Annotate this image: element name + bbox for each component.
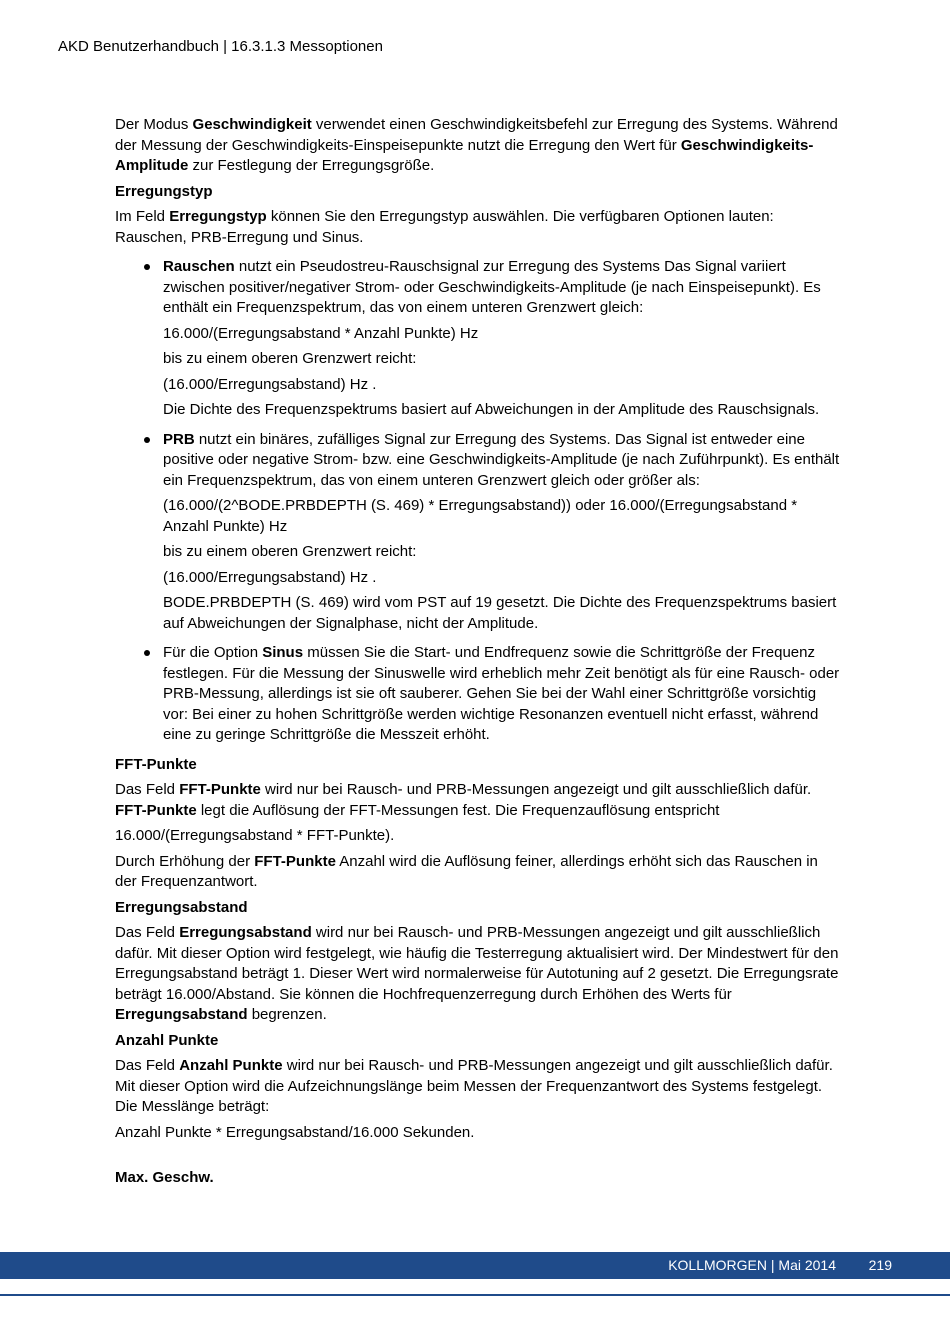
page-number: 219 [868, 1257, 892, 1273]
formula-rauschen-lower: 16.000/(Erregungsabstand * Anzahl Punkte) Hz [163, 324, 479, 342]
spacer [115, 1148, 840, 1168]
heading-fft-punkte: FFT-Punkte [115, 755, 197, 773]
fft-paragraph-2: Durch Erhöhung der FFT-Punkte Anzahl wird die Auflösung feiner, allerdings erhöht sich das Rauschen in der Frequenzantwort. [115, 852, 818, 890]
fft-formula: 16.000/(Erregungsabstand * FFT-Punkte). [115, 827, 395, 844]
formula-rauschen-upper: (16.000/Erregungsabstand) Hz . [163, 375, 377, 393]
heading-erregungstyp: Erregungstyp [115, 182, 213, 200]
list-item-prb: PRB nutzt ein binäres, zufälliges Signal zur Erregung des Systems. Das Signal ist entweder eine positive oder negative Strom- bzw. eine Geschwindigkeits-Amplitude (je nach Zuführpunkt). Es enthält ein Frequenzspektrum, das von einem unteren Grenzwert gleich oder größer als: (16.000/(2^BODE.PRBDEPTH (S. 469) * Erregungsabstand)) oder 16.000/(Erregungsabstand * Anzahl Punkte) Hz bis zu einem oberen Grenzwert reicht: (16.000/Erregungsabstand) Hz . BODE.PRBDEPTH (S. 469) wird vom PST auf 19 gesetzt. Die Dichte des Frequenzspektrums basiert auf Abweichungen der Signalphase, nicht der Amplitude. [115, 430, 840, 635]
bullet-icon [144, 437, 150, 443]
bullet-icon [144, 650, 150, 656]
formula-prb-upper: (16.000/Erregungsabstand) Hz . [163, 568, 377, 586]
anzahl-punkte-paragraph: Das Feld Anzahl Punkte wird nur bei Rausch- und PRB-Messungen angezeigt und gilt ausschließlich dafür. Mit dieser Option wird die Aufzeichnungslänge beim Messen der Frequenzantwort des Systems festgelegt. Die Messlänge beträgt: [115, 1057, 833, 1115]
footer-publisher: KOLLMORGEN | Mai 2014 [668, 1257, 836, 1273]
formula-prb-lower: (16.000/(2^BODE.PRBDEPTH (S. 469) * Erregungsabstand)) oder 16.000/(Erregungsabstand * Anzahl Punkte) Hz [163, 497, 798, 535]
footer-bar [0, 1252, 950, 1279]
intro-paragraph: Der Modus Geschwindigkeit verwendet einen Geschwindigkeitsbefehl zur Erregung des Systems. Während der Messung der Geschwindigkeits-Einspeisepunkte nutzt die Erregung den Wert für Geschwindigkeits-Amplitude zur Festlegung der Erregungsgröße. [115, 116, 838, 174]
heading-max-geschw: Max. Geschw. [115, 1169, 214, 1186]
footer-divider [0, 1294, 950, 1296]
page-content [115, 115, 840, 1194]
list-item-rauschen: Rauschen nutzt ein Pseudostreu-Rauschsignal zur Erregung des Systems Das Signal variiert zwischen positiver/negativer Strom- oder Geschwindigkeits-Amplitude (je nach Einspeisepunkt). Es enthält ein Frequenzspektrum, das von einem unteren Grenzwert gleich: 16.000/(Erregungsabstand * Anzahl Punkte) Hz bis zu einem oberen Grenzwert reicht: (16.000/Erregungsabstand) Hz . Die Dichte des Frequenzspektrums basiert auf Abweichungen in der Amplitude des Rauschsignals. [115, 257, 840, 421]
erregungstyp-list [115, 257, 840, 746]
erregungstyp-paragraph: Im Feld Erregungstyp können Sie den Erregungstyp auswählen. Die verfügbaren Optionen lauten: Rauschen, PRB-Erregung und Sinus. [115, 208, 774, 246]
fft-paragraph: Das Feld FFT-Punkte wird nur bei Rausch- und PRB-Messungen angezeigt und gilt ausschließlich dafür. FFT-Punkte legt die Auflösung der FFT-Messungen fest. Die Frequenzauflösung entspricht [115, 781, 812, 819]
anzahl-punkte-formula: Anzahl Punkte * Erregungsabstand/16.000 Sekunden. [115, 1123, 475, 1141]
heading-erregungsabstand: Erregungsabstand [115, 898, 248, 916]
bullet-icon [144, 264, 150, 270]
erregungsabstand-paragraph: Das Feld Erregungsabstand wird nur bei Rausch- und PRB-Messungen angezeigt und gilt ausschließlich dafür. Mit dieser Option wird festgelegt, wie häufig die Testerregung aktualisiert wird. Der Mindestwert für den Erregungsabstand beträgt 1. Dieser Wert wird normalerweise für Autotuning auf 2 gesetzt. Die Erregungsrate beträgt 16.000/Abstand. Sie können die Hochfrequenzerregung durch Erhöhen des Werts für Erregungsabstand begrenzen. [115, 924, 839, 1023]
running-header: AKD Benutzerhandbuch | 16.3.1.3 Messoptionen [58, 38, 383, 55]
heading-anzahl-punkte: Anzahl Punkte [115, 1031, 219, 1049]
list-item-sinus: Für die Option Sinus müssen Sie die Start- und Endfrequenz sowie die Schrittgröße der Frequenz festlegen. Für die Messung der Sinuswelle wird erheblich mehr Zeit benötigt als für eine Rausch- oder PRB-Messung, allerdings ist sie oft sauberer. Gehen Sie bei der Wahl einer Schrittgröße vorsichtig vor: Bei einer zu hohen Schrittgröße werden wichtige Resonanzen eventuell nicht erfasst, während eine zu geringe Schrittgröße die Messzeit erhöht. [115, 643, 840, 746]
